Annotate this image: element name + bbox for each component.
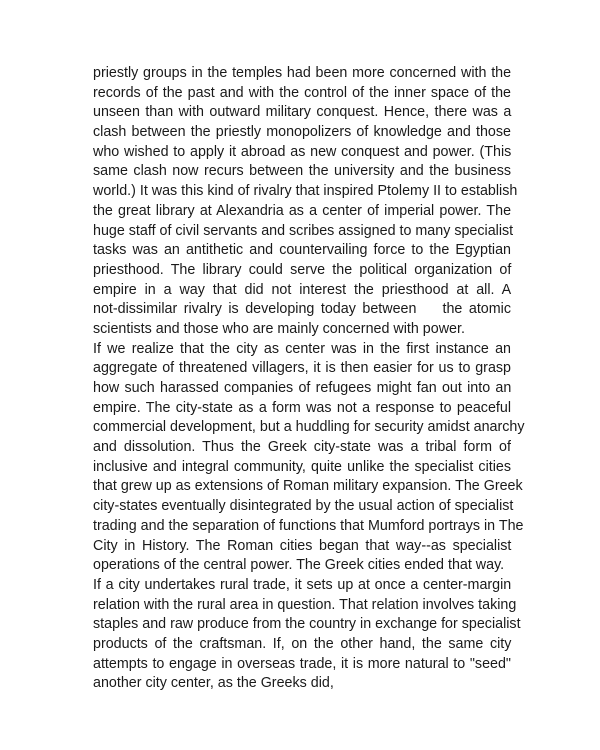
text-line: If a city undertakes rural trade, it sets up at once a center-margin	[93, 576, 512, 593]
paragraph-1	[93, 64, 518, 340]
text-line: City in History. The Roman cities began that way--as specialist	[93, 537, 512, 554]
text-line: and dissolution. Thus the Greek city-state was a tribal form of	[93, 439, 511, 456]
text-line: huge staff of civil servants and scribes assigned to many specialist	[93, 222, 514, 239]
text-line: that grew up as extensions of Roman military expansion. The Greek	[93, 478, 523, 495]
text-line: products of the craftsman. If, on the other hand, the same city	[93, 635, 512, 652]
text-line: how such harassed companies of refugees might fan out into an	[93, 380, 512, 396]
text-line: attempts to engage in overseas trade, it is more natural to "seed"	[93, 655, 511, 672]
text-line: operations of the central power. The Greek cities ended that way.	[93, 557, 505, 574]
text-line: commercial development, but a huddling for security amidst anarchy	[93, 419, 525, 436]
text-line: tasks was an antithetic and countervailing force to the Egyptian	[93, 242, 511, 259]
text-line: empire in a way that did not interest the priesthood at all. A	[93, 281, 512, 298]
text-line: trading and the separation of functions that Mumford portrays in The	[93, 517, 524, 534]
text-line: the great library at Alexandria as a center of imperial power. The	[93, 202, 512, 219]
text-line: empire. The city-state as a form was not a response to peaceful	[93, 399, 511, 416]
text-line: staples and raw produce from the country in exchange for specialist	[93, 616, 521, 633]
text-line: inclusive and integral community, quite unlike the specialist cities	[93, 458, 511, 475]
text-line: relation with the rural area in question. That relation involves taking	[93, 596, 517, 613]
text-line: priestly groups in the temples had been more concerned with the	[93, 65, 512, 81]
text-line: world.) It was this kind of rivalry that inspired Ptolemy II to establish	[93, 183, 518, 200]
paragraph-3	[93, 576, 521, 694]
text-line: city-states eventually disintegrated by the usual action of specialist	[93, 498, 514, 515]
text-line: who wished to apply it abroad as new conquest and power. (This	[93, 143, 512, 160]
text-line: unseen than with outward military conquest. Hence, there was a	[93, 104, 512, 121]
text-line: clash between the priestly monopolizers of knowledge and those	[93, 124, 511, 141]
text-line: same clash now recurs between the university and the business	[93, 163, 511, 180]
text-line: If we realize that the city as center was in the first instance an	[93, 340, 511, 357]
text-line: records of the past and with the control of the inner space of the	[93, 84, 511, 101]
text-line: scientists and those who are mainly concerned with power.	[93, 320, 465, 337]
text-line: another city center, as the Greeks did,	[93, 675, 334, 692]
document-page	[93, 64, 525, 694]
text-line: priesthood. The library could serve the political organization of	[93, 261, 512, 278]
text-line: not-dissimilar rivalry is developing today between the atomic	[93, 301, 511, 318]
paragraph-2	[93, 340, 525, 576]
text-line: aggregate of threatened villagers, it is then easier for us to grasp	[93, 360, 511, 377]
